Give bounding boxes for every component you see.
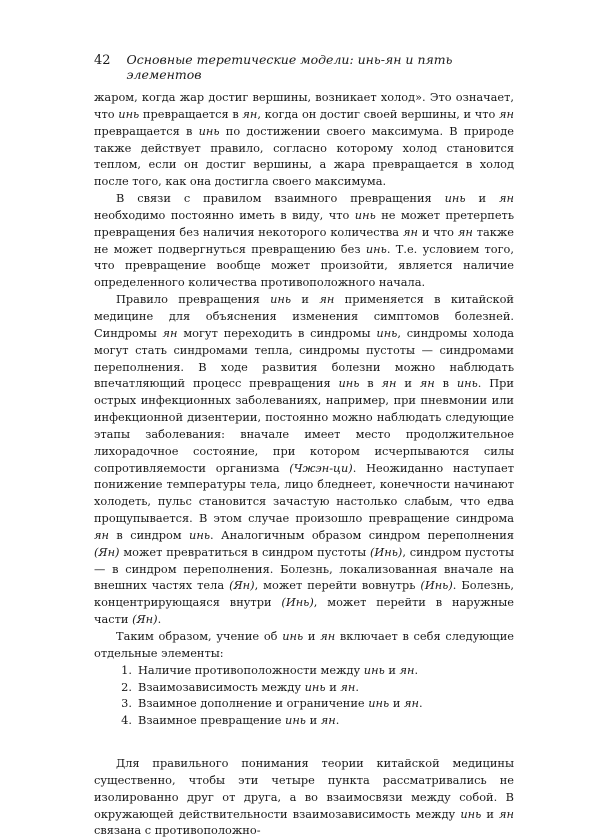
paragraph-summary-intro: Таким образом, учение об инь и ян включает в себя следующие отдельные элементы:: [94, 629, 514, 660]
list-item-text: Взаимное дополнение и ограничение инь и ян.: [138, 696, 423, 711]
list-item: [94, 712, 514, 729]
page-number: 42: [94, 53, 111, 68]
list-item-number: 1.: [121, 662, 132, 677]
section-spacer: [94, 729, 514, 755]
list-item: [94, 679, 514, 696]
list-item: [94, 662, 514, 679]
list-item: [94, 695, 514, 712]
list-item-number: 2.: [121, 679, 132, 694]
body-text: [94, 89, 514, 839]
elements-list: [94, 662, 514, 729]
book-page: [94, 52, 514, 839]
list-item-number: 3.: [121, 696, 132, 711]
list-item-text: Взаимозависимость между инь и ян.: [138, 679, 359, 694]
paragraph-transformation-rule: В связи с правилом взаимного превращения инь и ян необходимо постоянно иметь в виду, что инь не может претерпеть превращения без наличия некоторого количества ян и что ян также не может подвергнуться превращению без инь. Т.е. условием того, что превращение вообще может произойти, является наличие определенного количества противоположного начала.: [94, 191, 515, 290]
running-title: Основные теретические модели: инь-ян и пять элементов: [126, 52, 453, 82]
running-header: [94, 52, 514, 82]
paragraph-continued: жаром, когда жар достиг вершины, возникает холод». Это означает, что инь превращается в ян, когда он достиг своей вершины, и что ян превращается в инь по достижении своего максимума. В природе также действует правило, согласно которому холод становится теплом, если он достиг вершины, а жара превращается в холод после того, как она достигла своего максимума.: [94, 90, 515, 189]
paragraph-medical-application: Правило превращения инь и ян применяется в китайской медицине для объяснения изменения симптомов болезней. Синдромы ян могут переходить в синдромы инь, синдромы холода могут стать синдромами тепла, синдромы пустоты — синдромами переполнения. В ходе развития болезни можно наблюдать впечатляющий процесс превращения инь в ян и ян в инь. При острых инфекционных заболеваниях, например, при пневмонии или инфекционной дизентерии, постоянно можно наблюдать следующие этапы заболевания: вначале имеет место продолжительное лихорадочное состояние, при котором исчерпываются силы сопротивляемости организма (Чжэн-ци). Неожиданно наступает понижение температуры тела, лицо бледнеет, конечности начинают холодеть, пульс становится зачастую настолько слабым, что едва прощупывается. В этом случае произошло превращение синдрома ян в синдром инь. Аналогичным образом синдром переполнения (Ян) может превратиться в синдром пустоты (Инь), синдром пустоты — в синдром переполнения. Болезнь, локализованная вначале на внешних частях тела (Ян), может перейти вовнутрь (Инь). Болезнь, концентрирующаяся внутри (Инь), может перейти в наружные части (Ян).: [94, 292, 514, 627]
list-item-text: Наличие противоположности между инь и ян.: [138, 662, 419, 677]
list-item-text: Взаимное превращение инь и ян.: [138, 713, 340, 728]
list-item-number: 4.: [121, 713, 132, 728]
paragraph-final: Для правильного понимания теории китайской медицины существенно, чтобы эти четыре пункта рассматривались не изолированно друг от друга, а во взаимосвязи между собой. В окружающей действительности взаимозависимость между инь и ян связана с противоположно-: [94, 756, 514, 838]
